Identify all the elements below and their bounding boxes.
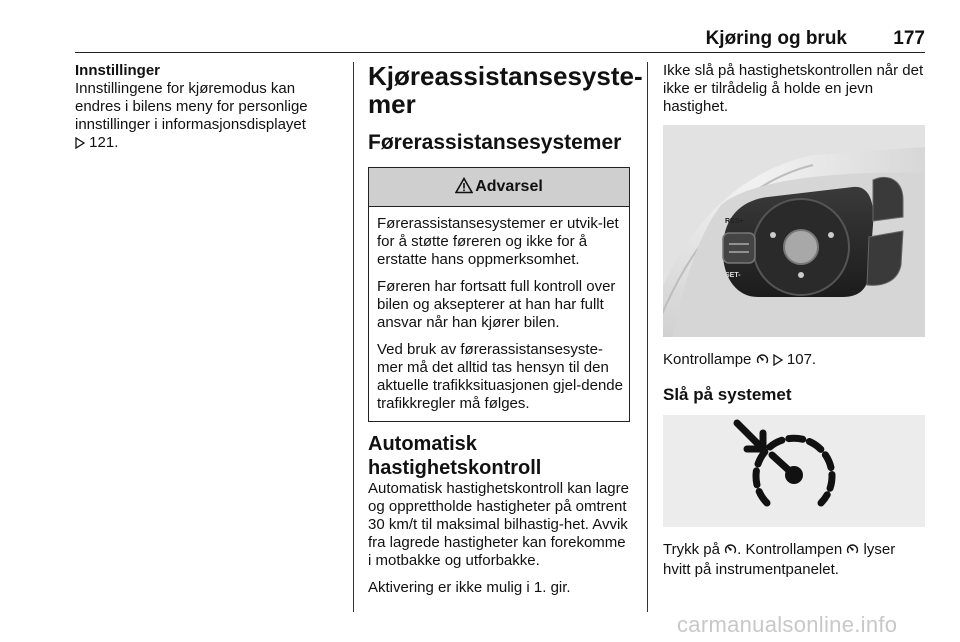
section-heading: Førerassistansesystemer bbox=[368, 131, 622, 154]
page-number: 177 bbox=[893, 28, 925, 49]
watermark: carmanualsonline.info bbox=[677, 612, 898, 637]
cruise-control-button-icon bbox=[663, 415, 925, 527]
warning-header bbox=[369, 168, 629, 207]
section-heading: Innstillinger bbox=[75, 62, 161, 79]
paragraph: Kontrollampe 107. bbox=[663, 351, 925, 371]
column-divider bbox=[353, 62, 354, 612]
cruise-control-icon bbox=[846, 543, 859, 561]
page-ref-link[interactable]: 107. bbox=[786, 351, 817, 368]
warning-paragraph: Føreren har fortsatt full kontroll over bilen og aksepterer at han har fullt ansvar når han kjører bilen. bbox=[377, 278, 616, 331]
steering-wheel-controls-photo bbox=[663, 125, 925, 337]
chapter-title: Kjøring og bruk bbox=[705, 28, 847, 49]
cruise-control-icon bbox=[724, 543, 737, 561]
column-3 bbox=[663, 62, 925, 579]
page-ref-arrow-icon bbox=[773, 353, 783, 371]
chapter-heading: Kjøreassistansesyste- mer bbox=[368, 61, 643, 119]
subsection-heading: Slå på systemet bbox=[663, 385, 792, 404]
column-divider bbox=[647, 62, 648, 612]
warning-paragraph: Ved bruk av førerassistansesyste-mer må det alltid tas hensyn til den aktuelle trafikksituasjonen gjel-dende trafikkregler må følges. bbox=[377, 341, 623, 412]
page-ref-link[interactable]: 121. bbox=[89, 134, 119, 151]
warning-paragraph: Førerassistansesystemer er utvik-let for å støtte føreren og ikke for å erstatte hans oppmerksomhet. bbox=[377, 215, 619, 268]
paragraph: Aktivering er ikke mulig i 1. gir. bbox=[368, 579, 571, 596]
warning-body bbox=[369, 207, 629, 421]
paragraph: Innstillingene for kjøremodus kan endres i bilens meny for personlige innstillinger i informasjonsdisplayet 121. bbox=[75, 80, 337, 154]
photo-label-res: RES+ bbox=[725, 218, 744, 225]
warning-triangle-icon bbox=[455, 171, 473, 209]
photo-label-set: SET- bbox=[725, 272, 741, 279]
page-ref-arrow-icon bbox=[75, 136, 85, 154]
column-2 bbox=[368, 61, 643, 597]
paragraph: Ikke slå på hastighetskontrollen når det ikke er tilrådelig å holde en jevn hastighet. bbox=[663, 62, 924, 115]
subsection-heading: Automatisk hastighetskontroll bbox=[368, 433, 542, 479]
column-1 bbox=[75, 62, 337, 154]
warning-box bbox=[368, 167, 630, 422]
paragraph: Automatisk hastighetskontroll kan lagre og opprettholde hastigheter på omtrent 30 km/t til maksimal bilhastig-het. Avvik fra lagrede hastigheter kan forekomme i motbakke og utforbakke. bbox=[368, 480, 629, 569]
cruise-control-icon bbox=[756, 353, 769, 371]
warning-title: Advarsel bbox=[475, 178, 543, 195]
paragraph: Trykk på . Kontrollampen lyser hvitt på instrumentpanelet. bbox=[663, 541, 896, 578]
page-header bbox=[75, 26, 925, 53]
